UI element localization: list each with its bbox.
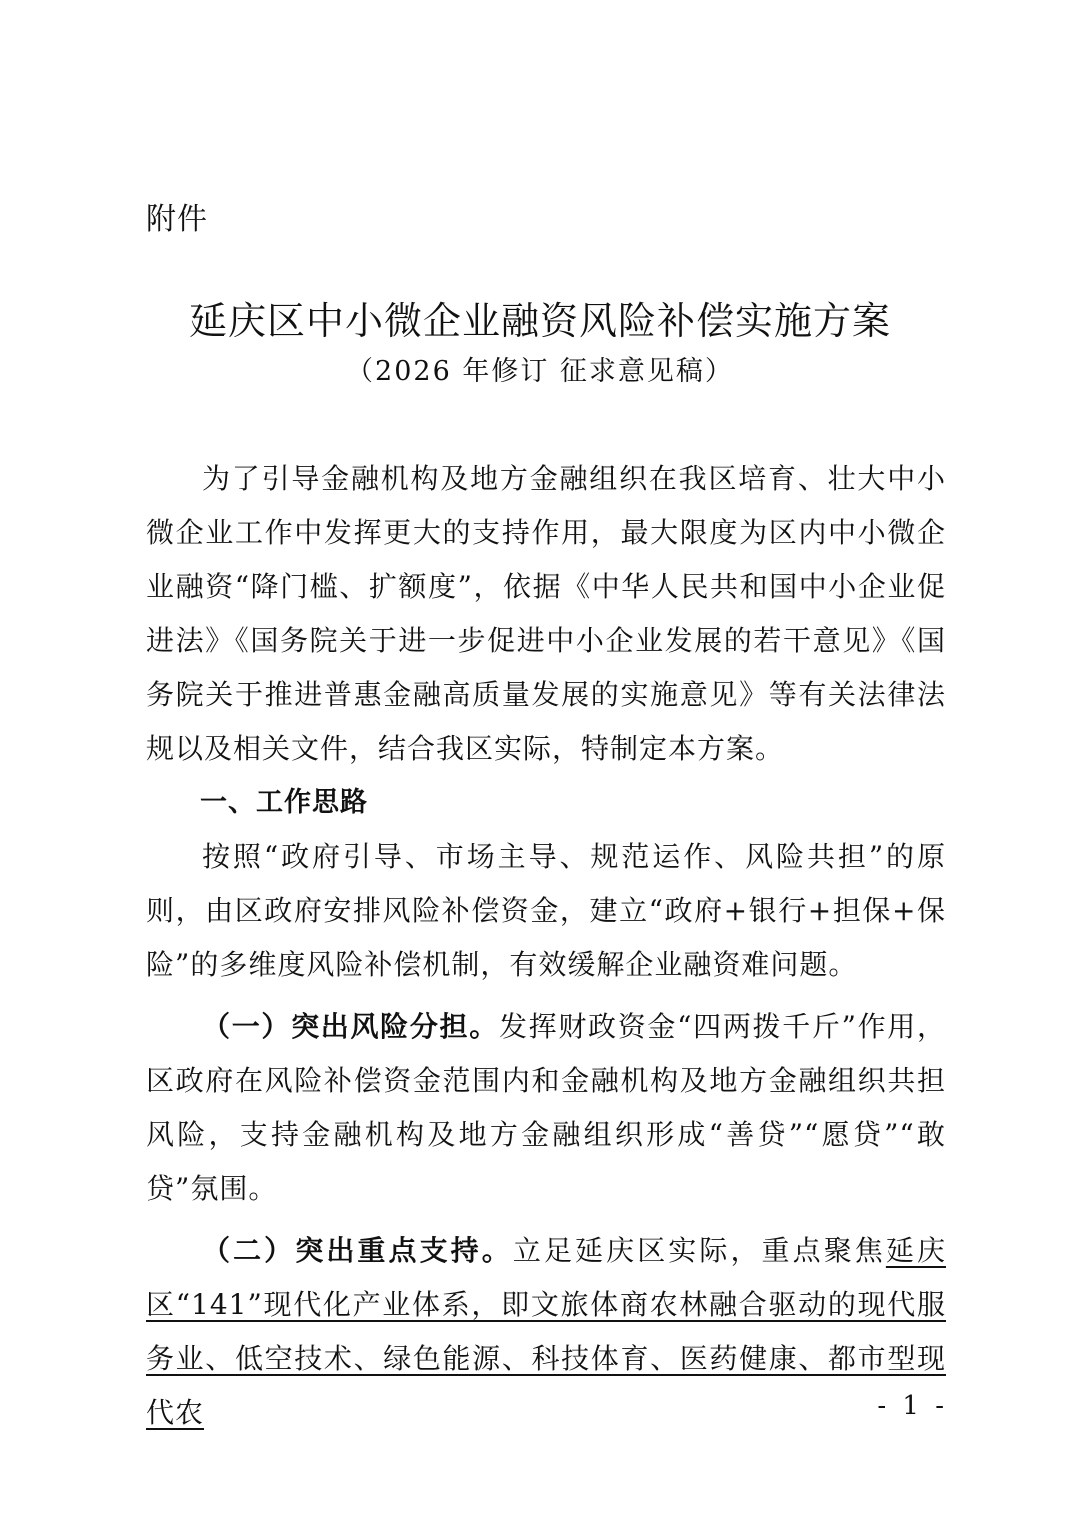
key-support-paragraph	[146, 1224, 946, 1440]
section-heading-work-approach: 一、工作思路	[200, 787, 368, 818]
risk-sharing-lead: （一）突出风险分担。	[202, 1010, 499, 1043]
document-subtitle: （2026 年修订 征求意见稿）	[346, 356, 734, 387]
document-body	[146, 452, 946, 1440]
intro-paragraph: 为了引导金融机构及地方金融组织在我区培育、壮大中小微企业工作中发挥更大的支持作用，最大限度为区内中小微企业融资“降门槛、扩额度”，依据《中华人民共和国中小企业促进法》《国务院关于进一步促进中小企业发展的若干意见》《国务院关于推进普惠金融高质量发展的实施意见》等有关法律法规以及相关文件，结合我区实际，特制定本方案。	[146, 462, 946, 765]
key-support-text: 立足延庆区实际，重点聚焦	[512, 1234, 886, 1267]
risk-sharing-paragraph	[146, 1000, 946, 1216]
attachment-label: 附件	[146, 202, 208, 237]
page-number: - 1 -	[877, 1391, 948, 1421]
key-support-lead: （二）突出重点支持。	[202, 1234, 513, 1267]
document-title: 延庆区中小微企业融资风险补偿实施方案	[188, 299, 891, 343]
work-approach-paragraph: 按照“政府引导、市场主导、规范运作、风险共担”的原则，由区政府安排风险补偿资金，建立“政府+银行+担保+保险”的多维度风险补偿机制，有效缓解企业融资难问题。	[146, 840, 946, 981]
risk-sharing-text: 发挥财政资金“四两拨千斤”作用，区政府在风险补偿资金范围内和金融机构及地方金融组织共担风险，支持金融机构及地方金融组织形成“善贷”“愿贷”“敢贷”氛围。	[146, 1010, 946, 1205]
industry-system-underlined-text: 延庆区“141”现代化产业体系，即文旅体商农林融合驱动的现代服务业、低空技术、绿色能源、科技体育、医药健康、都市型现代农	[146, 1234, 946, 1429]
